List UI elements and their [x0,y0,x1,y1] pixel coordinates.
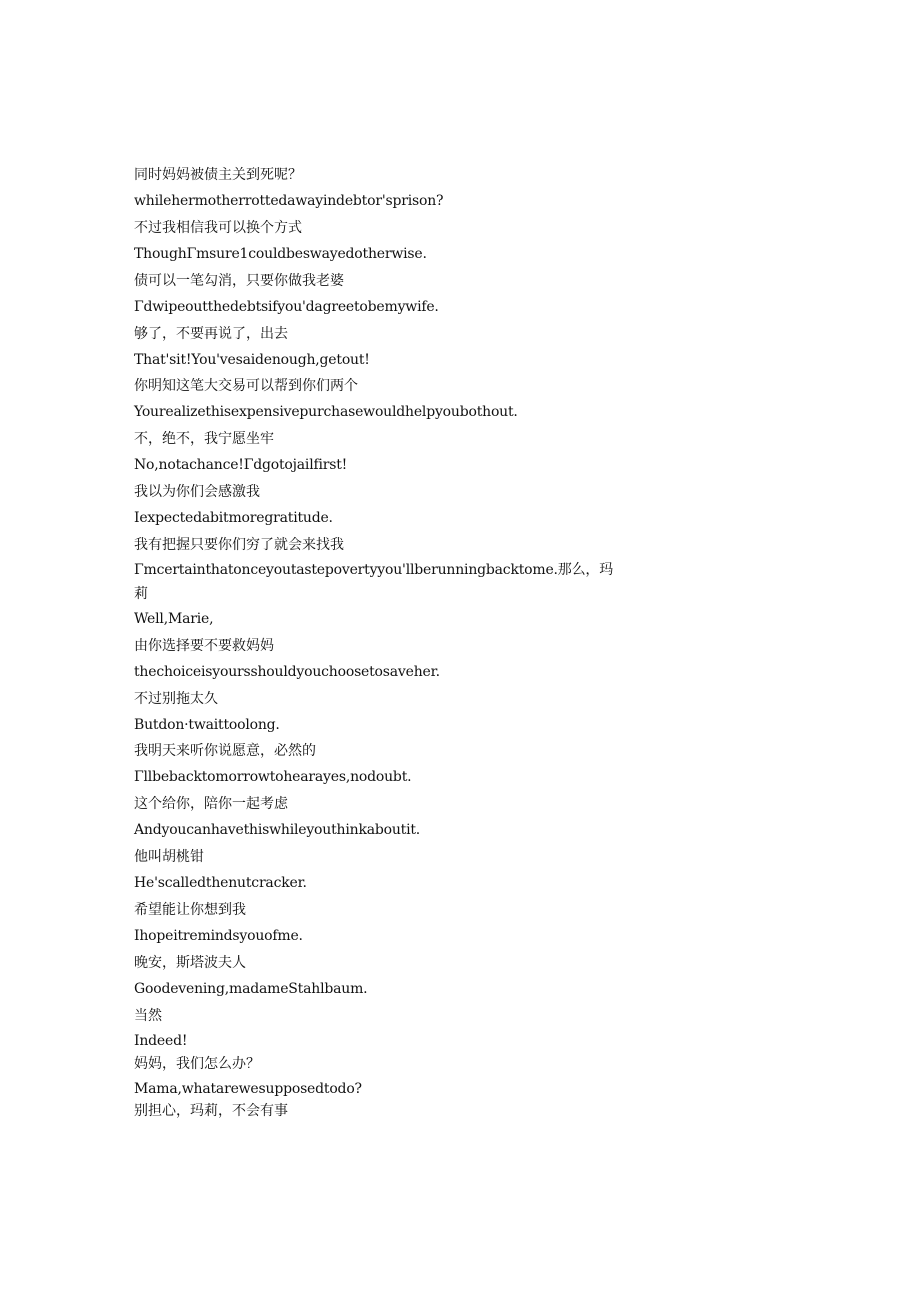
text-line: 这个给你，陪你一起考虑 [134,796,288,812]
text-line: 当然 [134,1008,162,1024]
text-line: Goodevening,madameStahlbaum. [134,981,368,997]
text-line: 希望能让你想到我 [134,902,246,918]
text-line: Mama,whatarewesupposedtodo? [134,1081,362,1097]
text-line: 他叫胡桃钳 [134,849,204,865]
text-line: 我明天来听你说愿意，必然的 [134,743,316,759]
text-line: 不过别拖太久 [134,691,218,707]
text-line: 够了，不要再说了，出去 [134,326,288,342]
text-line: Andyoucanhavethiswhileyouthinkaboutit. [134,822,421,838]
text-line: 由你选择要不要救妈妈 [134,638,274,654]
text-line: Well,Marie, [134,611,214,627]
text-line: 莉 [134,586,148,602]
text-line: 不，绝不，我宁愿坐牢 [134,431,274,447]
text-line: He'scalledthenutcracker. [134,875,307,891]
text-line: 妈妈，我们怎么办？ [134,1056,260,1072]
text-line: Butdon·twaittoolong. [134,717,280,733]
text-line: Iexpectedabitmoregratitude. [134,510,333,526]
text-line: 晚安，斯塔波夫人 [134,955,246,971]
text-line: 同时妈妈被债主关到死呢？ [134,167,302,183]
text-line: 你明知这笔大交易可以帮到你们两个 [134,378,358,394]
text-line: Γmcertainthatonceyoutastepovertyyou'llberunningbacktome.那么，玛 [134,562,613,578]
text-line: ThoughΓmsure1couldbeswayedotherwise. [134,246,427,262]
text-line: 我有把握只要你们穷了就会来找我 [134,537,344,553]
text-line: Γllbebacktomorrowtohearayes,nodoubt. [134,769,412,785]
text-line: Indeed! [134,1033,188,1049]
text-line: 我以为你们会感激我 [134,484,260,500]
text-line: Γdwipeoutthedebtsifyou'dagreetobemywife. [134,299,439,315]
text-line: whilehermotherrottedawayindebtor'sprison? [134,193,444,209]
text-line: 别担心，玛莉，不会有事 [134,1103,288,1119]
text-line: Ihopeitremindsyouofme. [134,928,303,944]
text-line: 不过我相信我可以换个方式 [134,220,302,236]
text-line: That'sit!You'vesaidenough,getout! [134,352,370,368]
text-line: thechoiceisyoursshouldyouchoosetosaveher. [134,664,440,680]
text-line: 债可以一笔勾消，只要你做我老婆 [134,273,344,289]
text-line: Yourealizethisexpensivepurchasewouldhelpyoubothout. [134,404,518,420]
text-line: No,notachance!Γdgotojailfirst! [134,457,348,473]
